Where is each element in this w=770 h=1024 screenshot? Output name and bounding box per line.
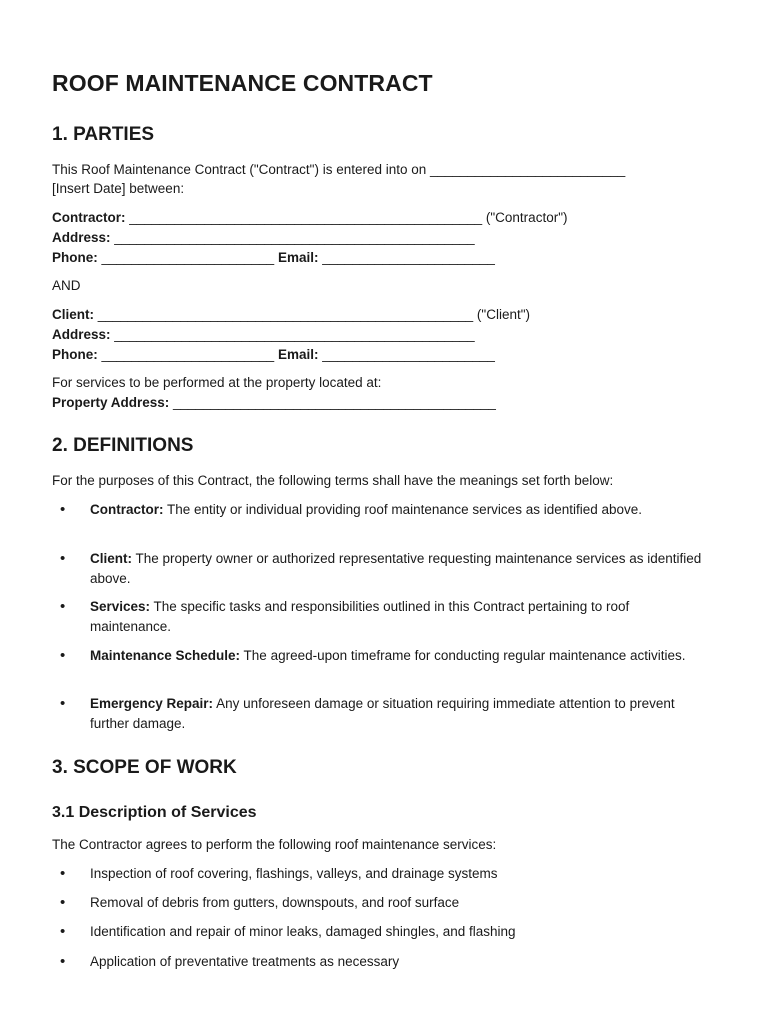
client-address-line	[52, 325, 475, 345]
parties-intro-line-2: [Insert Date] between:	[52, 181, 185, 196]
parties-intro-line-1: This Roof Maintenance Contract ("Contract") is entered into on __________________________	[52, 162, 626, 177]
definition-text: The property owner or authorized representative requesting maintenance services as identified above.	[90, 551, 702, 586]
bullet-icon: •	[60, 953, 66, 970]
bullet-icon: •	[60, 550, 66, 567]
service-item	[52, 893, 712, 913]
contractor-address-line	[52, 228, 475, 248]
bullet-icon: •	[60, 865, 66, 882]
services-location-line: For services to be performed at the property located at:	[52, 375, 382, 390]
bullet-icon: •	[60, 923, 66, 940]
contractor-label: Contractor:	[52, 210, 126, 225]
service-item-text: Identification and repair of minor leaks, damaged shingles, and flashing	[90, 924, 516, 939]
service-item	[52, 922, 712, 942]
scope-intro: The Contractor agrees to perform the following roof maintenance services:	[52, 837, 497, 852]
client-phone-blank: _______________________	[97, 347, 275, 362]
contractor-email-blank: _______________________	[318, 250, 495, 265]
definition-term: Emergency Repair:	[90, 696, 214, 711]
bullet-icon: •	[60, 501, 66, 518]
definition-item	[52, 694, 712, 734]
section-heading-scope: 3. SCOPE OF WORK	[52, 757, 237, 778]
bullet-icon: •	[60, 695, 66, 712]
contractor-contact-line	[52, 248, 495, 268]
definition-item	[52, 646, 712, 666]
bullet-icon: •	[60, 598, 66, 615]
client-email-label: Email:	[277, 347, 319, 362]
service-item	[52, 864, 712, 884]
and-separator: AND	[52, 278, 81, 293]
definition-item	[52, 597, 712, 637]
subsection-heading-services: 3.1 Description of Services	[52, 804, 257, 821]
service-item-text: Inspection of roof covering, flashings, valleys, and drainage systems	[90, 866, 498, 881]
service-item-text: Removal of debris from gutters, downspouts, and roof surface	[90, 895, 460, 910]
client-phone-label: Phone:	[52, 347, 98, 362]
client-label: Client:	[52, 307, 94, 322]
definition-term: Contractor:	[90, 502, 164, 517]
definition-text: The entity or individual providing roof maintenance services as identified above.	[163, 502, 643, 517]
contractor-phone-label: Phone:	[52, 250, 98, 265]
section-heading-parties: 1. PARTIES	[52, 124, 155, 145]
definition-item	[52, 549, 712, 589]
bullet-icon: •	[60, 647, 66, 664]
client-address-blank: ________________________________________________	[110, 327, 475, 342]
definition-text: Any unforeseen damage or situation requiring immediate attention to prevent further damage.	[90, 696, 675, 731]
document-title: ROOF MAINTENANCE CONTRACT	[52, 70, 433, 96]
client-email-blank: _______________________	[318, 347, 495, 362]
client-name-line	[52, 305, 530, 325]
property-address-blank: ___________________________________________	[169, 395, 496, 410]
definition-text: The specific tasks and responsibilities outlined in this Contract pertaining to roof maintenance.	[90, 599, 630, 634]
bullet-icon: •	[60, 894, 66, 911]
client-address-label: Address:	[52, 327, 111, 342]
definition-term: Maintenance Schedule:	[90, 648, 241, 663]
property-address-line	[52, 393, 496, 413]
contractor-blank: _______________________________________________ ("Contractor")	[125, 210, 568, 225]
contractor-address-label: Address:	[52, 230, 111, 245]
property-address-label: Property Address:	[52, 395, 170, 410]
contractor-email-label: Email:	[277, 250, 319, 265]
definition-term: Services:	[90, 599, 151, 614]
service-item	[52, 952, 712, 972]
definition-item	[52, 500, 712, 520]
definition-term: Client:	[90, 551, 132, 566]
client-blank: __________________________________________________ ("Client")	[94, 307, 530, 322]
section-heading-definitions: 2. DEFINITIONS	[52, 435, 194, 456]
contractor-name-line	[52, 208, 567, 228]
definitions-intro: For the purposes of this Contract, the following terms shall have the meanings set forth below:	[52, 473, 614, 488]
definition-text: The agreed-upon timeframe for conducting regular maintenance activities.	[240, 648, 686, 663]
service-item-text: Application of preventative treatments as necessary	[90, 954, 400, 969]
contractor-phone-blank: _______________________	[97, 250, 275, 265]
contractor-address-blank: ________________________________________________	[110, 230, 475, 245]
client-contact-line	[52, 345, 495, 365]
